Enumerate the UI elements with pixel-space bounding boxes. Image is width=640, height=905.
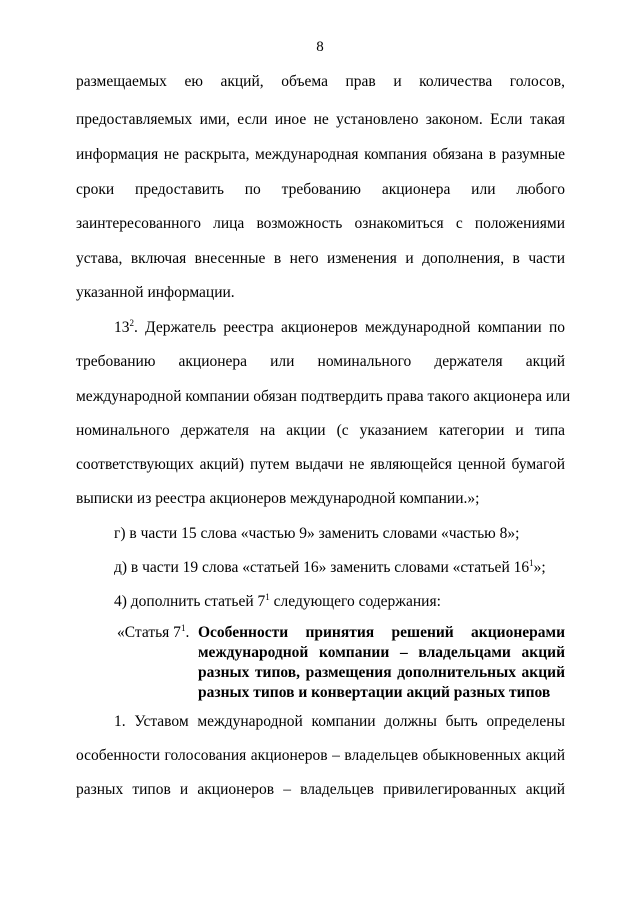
item-4: 4) дополнить статьей $7^1$ следующего содержания:: [114, 592, 441, 610]
body-line: номинального держателя на акции (с указанием категории и типа: [76, 422, 565, 439]
body-line: размещаемых ею акций, объема прав и количества голосов,: [76, 73, 565, 90]
paragraph-number: $13^2$: [114, 318, 134, 336]
body-line: выписки из реестра акционеров международной компании.»;: [76, 490, 480, 507]
body-line: сроки предоставить по требованию акционера или любого: [76, 181, 565, 198]
body-line: разных типов и акционеров – владельцев привилегированных акций: [76, 781, 565, 798]
body-line: 1. Уставом международной компании должны быть определены: [114, 713, 565, 730]
article-title-line: Особенности принятия решений акционерами: [198, 624, 565, 641]
body-line: указанной информации.: [76, 284, 235, 301]
article-title-line: разных типов, размещения дополнительных акций: [198, 664, 565, 681]
body-line: соответствующих акций) путем выдачи не являющейся ценной бумагой: [76, 456, 565, 473]
paragraph-13-2-first-line: [114, 318, 565, 338]
body-line: международной компании обязан подтвердить права такого акционера или: [76, 388, 571, 405]
page-number: 8: [316, 39, 324, 55]
body-line: особенности голосования акционеров – владельцев обыкновенных акций: [76, 747, 565, 764]
article-prefix: «Статья $7^1$.: [117, 623, 190, 641]
body-line: предоставляемых ими, если иное не установлено законом. Если такая: [76, 111, 565, 128]
article-title-line: разных типов и конвертации акций разных типов: [198, 684, 551, 701]
body-line: устава, включая внесенные в него изменения и дополнения, в части: [76, 250, 565, 267]
article-title-line: международной компании – владельцами акций: [198, 644, 565, 661]
body-line: заинтересованного лица возможность ознакомиться с положениями: [76, 215, 565, 232]
body-line: информация не раскрыта, международная компания обязана в разумные: [76, 146, 565, 163]
body-line: требованию акционера или номинального держателя акций: [76, 353, 565, 370]
item-g: г) в части 15 слова «частью 9» заменить словами «частью 8»;: [114, 525, 520, 542]
paragraph-text: . Держатель реестра акционеров международной компании по: [134, 319, 565, 336]
item-d: д) в части 19 слова «статьей 16» заменить словами «статьей $16^1$»;: [114, 558, 546, 576]
